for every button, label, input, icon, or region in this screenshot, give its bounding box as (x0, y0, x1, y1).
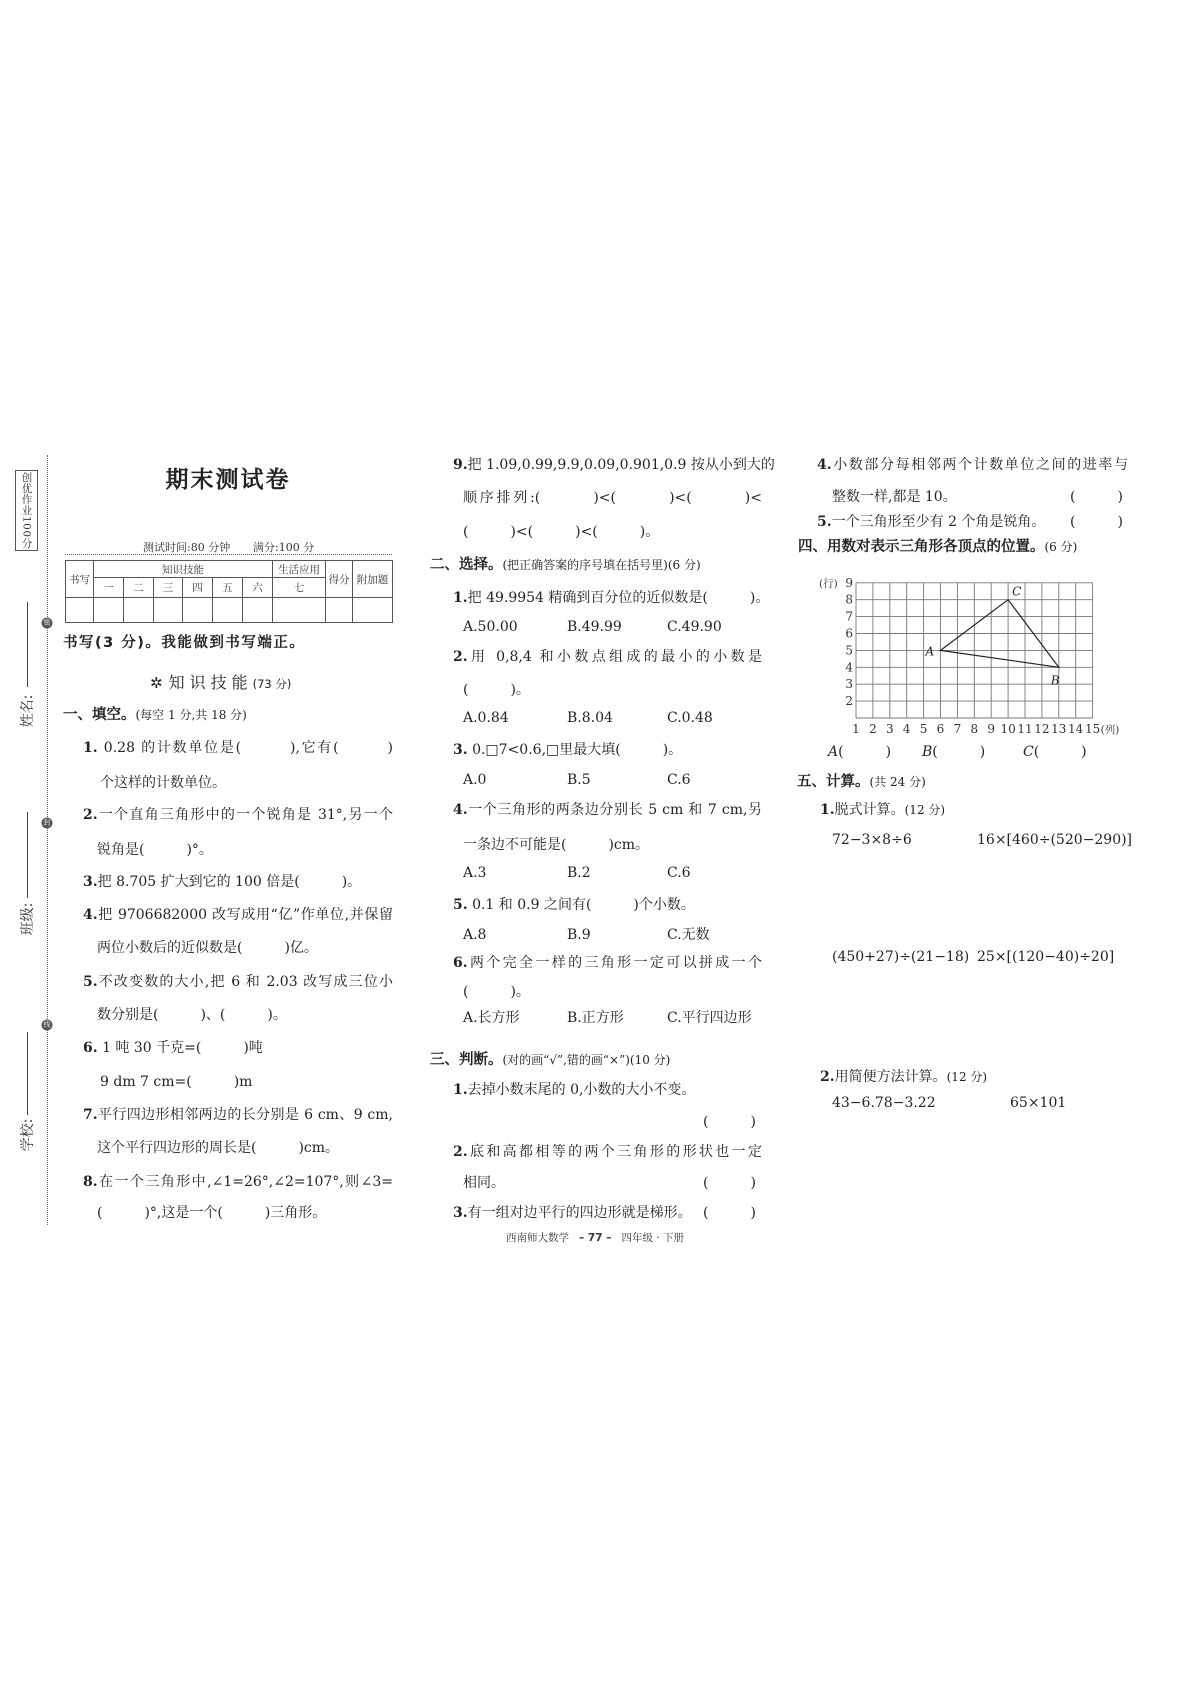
choice-q4-options (463, 864, 783, 882)
question-number: 9. (453, 457, 468, 473)
page-number: – 77 – (579, 1232, 612, 1244)
full-score: 满分:100 分 (253, 541, 315, 554)
brand-box (15, 470, 38, 551)
y-tick-label: 6 (845, 626, 853, 641)
option-a: A.8 (463, 927, 487, 943)
x-axis-label: (列) (1100, 724, 1120, 736)
x-tick-label: 2 (869, 722, 877, 736)
answer-c (1023, 743, 1087, 761)
footer-publisher: 西南师大数学 (506, 1232, 570, 1244)
question-number: 4. (817, 457, 832, 473)
option-c: C.49.90 (667, 619, 722, 635)
section-note: (每空 1 分,共 18 分) (135, 708, 247, 722)
fill-q2-line-1 (83, 806, 393, 824)
coordinate-grid (815, 570, 1145, 742)
y-tick-label: 8 (845, 592, 853, 607)
x-tick-label: 11 (1017, 722, 1033, 736)
fill-q8-line-1 (83, 1173, 393, 1191)
score-cell (183, 598, 213, 623)
question-number: 6. (83, 1040, 98, 1056)
section-1-header (63, 706, 247, 724)
y-tick-label: 5 (845, 643, 853, 658)
fill-q6-line-2: 9 dm 7 cm=( )m (100, 1074, 253, 1090)
footer-grade: 四年级 · 下册 (621, 1232, 684, 1244)
section-title: 四、用数对表示三角形各顶点的位置。 (798, 539, 1045, 555)
seal-mark-feng: 封 (43, 818, 51, 827)
section-note: (共 24 分) (869, 775, 926, 789)
choice-q1-line-1 (453, 589, 769, 607)
judge-q1-answer-paren: ( ) (703, 1114, 756, 1130)
expression: (450+27)÷(21−18) (832, 949, 970, 965)
score-cell (213, 598, 243, 623)
score-col-1: 一 (94, 578, 124, 598)
question-number: 1. (453, 590, 468, 606)
option-c: C.6 (667, 772, 691, 788)
page-footer (490, 1230, 700, 1245)
x-tick-label: 8 (970, 722, 979, 736)
question-text: 0.28 的计数单位是( ),它有( ) (97, 740, 393, 756)
option-a: A.0.84 (463, 710, 509, 726)
x-tick-label: 9 (987, 722, 996, 736)
y-tick-label: 4 (845, 660, 853, 675)
judge-q2-line-1 (453, 1143, 762, 1161)
choice-q3-options (463, 771, 783, 789)
score-col-2: 二 (124, 578, 154, 598)
section-note: (对的画“√”,错的画“×”)(10 分) (502, 1053, 671, 1067)
question-text: 不改变数的大小,把 6 和 2.03 改写成三位小 (97, 974, 393, 990)
school-label: 学校: (20, 1118, 36, 1152)
score-col-3: 三 (154, 578, 183, 598)
part-title (150, 670, 291, 693)
calc-part-2-header (820, 1068, 987, 1086)
choice-q1-options (463, 618, 783, 636)
fill-q1-line-2: 个这样的计数单位。 (100, 775, 226, 791)
choice-q4-line-2: 一条边不可能是( )cm。 (463, 837, 650, 853)
question-number: 5. (817, 514, 832, 530)
binding-dotted-line (47, 455, 48, 1225)
choice-q2-line-1 (453, 648, 762, 666)
judge-q3-line-1 (453, 1204, 692, 1222)
part-note: (12 分) (904, 803, 946, 817)
fill-q6-line-1 (83, 1039, 263, 1057)
question-text: 0.1 和 0.9 之间有( )个小数。 (467, 897, 695, 913)
x-tick-label: 12 (1034, 722, 1050, 736)
section-note: (6 分) (1044, 540, 1078, 554)
answer-blank: ( ) (1033, 744, 1087, 760)
vertex-label: C (1012, 584, 1022, 599)
judge-q2-answer-paren: ( ) (703, 1175, 756, 1191)
expression: 16×[460÷(520−290)] (977, 832, 1133, 848)
choice-q5-line-1 (453, 896, 695, 914)
question-number: 3. (453, 1205, 468, 1221)
section-title: 三、判断。 (430, 1052, 503, 1068)
option-b: B.8.04 (567, 710, 613, 726)
option-b: B.5 (567, 772, 591, 788)
answer-a (828, 743, 891, 761)
score-cell (243, 598, 273, 623)
part-title: 脱式计算。 (834, 802, 905, 818)
score-cell (353, 598, 393, 623)
expression: 72−3×8÷6 (832, 832, 912, 848)
fill-q5-line-1 (83, 973, 393, 991)
question-number: 2. (453, 1144, 468, 1160)
question-number: 3. (83, 874, 98, 890)
question-number: 6. (453, 955, 468, 971)
fill-q8-line-2: ( )°,这是一个( )三角形。 (97, 1205, 327, 1221)
question-number: 4. (83, 907, 98, 923)
x-tick-label: 3 (885, 722, 894, 736)
fill-q2-line-2: 锐角是( )°。 (97, 842, 213, 858)
test-duration: 测试时间:80 分钟 (143, 541, 231, 554)
option-b: B.9 (567, 927, 591, 943)
fill-q4-line-2: 两位小数后的近似数是( )亿。 (97, 940, 318, 956)
question-number: 4. (453, 802, 468, 818)
question-number: 8. (83, 1174, 98, 1190)
answer-blank: ( ) (932, 744, 986, 760)
choice-q5-options (463, 926, 783, 944)
seal-mark-xian: 线 (43, 1020, 51, 1029)
question-number: 5. (453, 897, 468, 913)
x-tick-label: 1 (852, 722, 860, 736)
score-header-knowledge: 知识技能 (94, 561, 273, 578)
question-number: 2. (820, 1069, 835, 1085)
question-text: 平行四边形相邻两边的长分别是 6 cm、9 cm, (97, 1107, 393, 1123)
question-number: 2. (83, 807, 98, 823)
page-title: 期末测试卷 (165, 466, 291, 493)
option-c: C.6 (667, 865, 691, 881)
option-c: C.无数 (667, 927, 710, 943)
choice-q3-line-1 (453, 741, 682, 759)
choice-q6-line-1 (453, 954, 762, 972)
question-text: 把 8.705 扩大到它的 100 倍是( )。 (97, 874, 362, 890)
question-text: 底和高都相等的两个三角形的形状也一定 (467, 1144, 762, 1160)
score-header-bonus: 附加题 (353, 561, 393, 598)
question-number: 5. (83, 974, 98, 990)
option-b: B.2 (567, 865, 591, 881)
option-a: A.3 (463, 865, 487, 881)
option-a: A.长方形 (463, 1010, 520, 1026)
fill-q7-line-2: 这个平行四边形的周长是( )cm。 (97, 1140, 340, 1156)
question-text: 去掉小数末尾的 0,小数的大小不变。 (467, 1082, 696, 1098)
score-cell (273, 598, 326, 623)
judge-q4-line-1 (817, 456, 1128, 474)
question-text: 0.□7<0.6,□里最大填( )。 (467, 742, 683, 758)
expression: 65×101 (1010, 1095, 1067, 1111)
question-text: 有一组对边平行的四边形就是梯形。 (467, 1205, 692, 1221)
question-text: 一个直角三角形中的一个锐角是 31°,另一个 (97, 807, 393, 823)
question-text: 一个三角形至少有 2 个角是锐角。 (831, 514, 1046, 530)
fill-q9-line-1 (453, 456, 775, 474)
name-write-line (27, 602, 28, 687)
question-text: 把 1.09,0.99,9.9,0.09,0.901,0.9 按从小到大的 (467, 457, 775, 473)
section-title: 二、选择。 (430, 557, 503, 573)
score-col-5: 五 (213, 578, 243, 598)
question-text: 1 吨 30 千克=( )吨 (97, 1040, 263, 1056)
expression: 25×[(120−40)÷20] (977, 949, 1115, 965)
score-cell (154, 598, 183, 623)
question-number: 2. (453, 649, 468, 665)
section-title: 一、填空。 (63, 707, 136, 723)
school-write-line (27, 1032, 28, 1115)
question-number: 3. (453, 742, 468, 758)
section-title: 五、计算。 (797, 774, 870, 790)
score-header-writing: 书写 (66, 561, 94, 598)
judge-q4-answer-paren: ( ) (1070, 489, 1123, 505)
class-label: 班级: (20, 902, 36, 936)
question-number: 1. (820, 802, 835, 818)
x-tick-label: 7 (953, 722, 962, 736)
section-2-header (430, 556, 701, 574)
option-a: A.50.00 (463, 619, 518, 635)
question-number: 1. (453, 1082, 468, 1098)
score-cell (66, 598, 94, 623)
question-text: 把 9706682000 改写成用“亿”作单位,并保留 (97, 907, 393, 923)
vertex-label: B (1050, 673, 1060, 688)
asterisk-icon: ✲ (150, 674, 163, 692)
score-col-4: 四 (183, 578, 213, 598)
option-c: C.平行四边形 (667, 1010, 752, 1026)
score-cell (94, 598, 124, 623)
y-tick-label: 2 (845, 694, 853, 709)
part-title: 用简便方法计算。 (834, 1069, 947, 1085)
section-3-header (430, 1051, 670, 1069)
name-label: 姓名: (20, 694, 36, 728)
question-text: 在一个三角形中,∠1=26°,∠2=107°,则∠3= (97, 1174, 393, 1190)
choice-q6-options (463, 1009, 783, 1027)
option-a: A.0 (463, 772, 487, 788)
fill-q3-line-1 (83, 873, 361, 891)
judge-q5-answer-paren: ( ) (1070, 514, 1123, 530)
question-text: 把 49.9954 精确到百分位的近似数是( )。 (467, 590, 770, 606)
part-points: (73 分) (252, 677, 292, 691)
seal-mark-mi: 密 (43, 618, 51, 627)
score-cell (124, 598, 154, 623)
option-c: C.0.48 (667, 710, 713, 726)
x-tick-label: 10 (1000, 722, 1016, 736)
section-4-header (798, 538, 1077, 556)
judge-q5-line-1 (817, 513, 1045, 531)
section-5-header (797, 773, 926, 791)
question-text: 一个三角形的两条边分别长 5 cm 和 7 cm,另 (467, 802, 762, 818)
score-cell (326, 598, 353, 623)
score-table (65, 560, 393, 623)
question-text: 用 0,8,4 和小数点组成的最小的小数是 (467, 649, 762, 665)
score-header-application: 生活应用 (273, 561, 326, 578)
answer-blank: ( ) (838, 744, 892, 760)
brand-text: 创优作业100分 (20, 472, 33, 549)
y-tick-label: 3 (845, 677, 853, 692)
option-b: B.正方形 (567, 1010, 624, 1026)
choice-q4-line-1 (453, 801, 762, 819)
x-tick-label: 6 (936, 722, 945, 736)
fill-q7-line-1 (83, 1106, 393, 1124)
score-col-7: 七 (273, 578, 326, 598)
section-note: (把正确答案的序号填在括号里)(6 分) (502, 558, 701, 572)
part-note: (12 分) (946, 1070, 988, 1084)
y-tick-label: 9 (845, 575, 853, 590)
x-tick-label: 4 (902, 722, 911, 736)
choice-q2-line-2: ( )。 (463, 682, 530, 698)
fill-q1-line-1 (83, 739, 393, 757)
judge-q4-line-2: 整数一样,都是 10。 (832, 489, 957, 505)
question-number: 7. (83, 1107, 98, 1123)
x-tick-label: 14 (1068, 722, 1084, 736)
handwriting-note: 书写(3 分)。我能做到书写端正。 (63, 635, 306, 651)
vertex-label: A (925, 644, 935, 659)
x-tick-label: 15 (1084, 722, 1101, 736)
header-divider (65, 554, 392, 555)
answer-b (922, 743, 985, 761)
fill-q9-line-2: 顺序排列:( )<( )<( )< (463, 490, 762, 506)
fill-q5-line-2: 数分别是( )、( )。 (97, 1007, 287, 1023)
score-header-total: 得分 (326, 561, 353, 598)
judge-q2-line-2: 相同。 (463, 1175, 505, 1191)
option-b: B.49.99 (567, 619, 622, 635)
score-col-6: 六 (243, 578, 273, 598)
choice-q6-line-2: ( )。 (463, 984, 530, 1000)
y-axis-label: (行) (819, 577, 838, 590)
class-write-line (27, 812, 28, 898)
question-text: 两个完全一样的三角形一定可以拼成一个 (467, 955, 762, 971)
x-tick-label: 13 (1051, 722, 1067, 736)
fill-q4-line-1 (83, 906, 393, 924)
vertex-label: B (922, 744, 933, 760)
judge-q1-line-1 (453, 1081, 695, 1099)
question-text: 小数部分每相邻两个计数单位之间的进率与 (831, 457, 1128, 473)
question-number: 1. (83, 740, 98, 756)
fill-q9-line-3: ( )<( )<( )。 (463, 524, 660, 540)
y-tick-label: 7 (845, 609, 853, 624)
judge-q3-answer-paren: ( ) (703, 1205, 756, 1221)
part-title-label: 知识技能 (168, 673, 253, 692)
vertex-label: C (1023, 744, 1034, 760)
choice-q2-options (463, 709, 783, 727)
calc-part-1-header (820, 801, 945, 819)
x-tick-label: 5 (919, 722, 928, 736)
expression: 43−6.78−3.22 (832, 1095, 936, 1111)
vertex-label: A (828, 744, 839, 760)
